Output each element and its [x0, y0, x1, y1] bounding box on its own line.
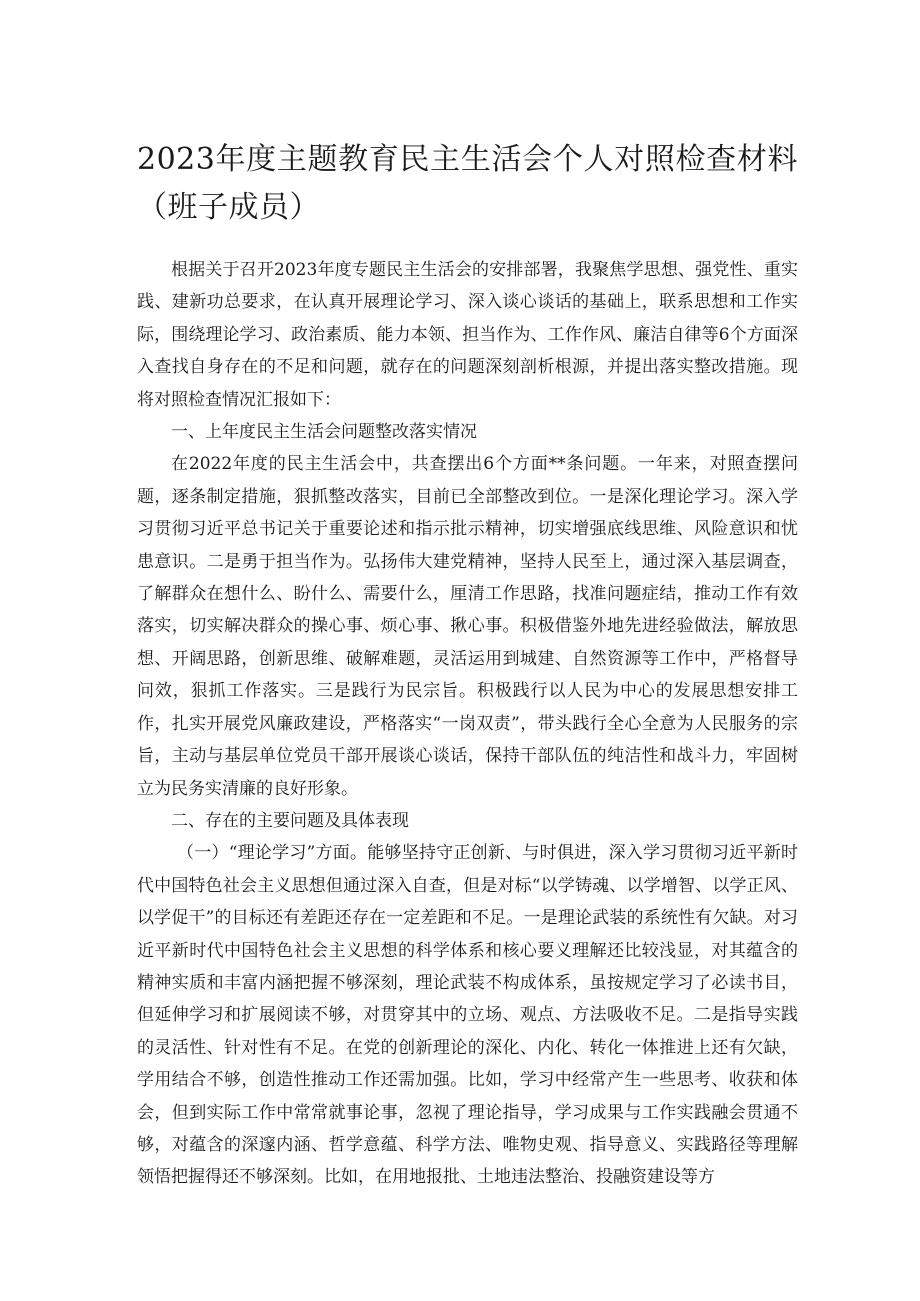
section-heading-1: 一、上年度民主生活会问题整改落实情况: [171, 422, 477, 443]
section-1-paragraph: 在2022年度的民主生活会中，共查摆出6个方面**条问题。一年来，对照查摆问题，逐条制定措施，狠抓整改落实，目前已全部整改到位。一是深化理论学习。深入学习贯彻习近平总书记关于重要论述和指示批示精神，切实增强底线思维、风险意识和忧患意识。二是勇于担当作为。弘扬伟大建党精神，坚持人民至上，通过深入基层调查，了解群众在想什么、盼什么、需要什么，厘清工作思路，找准问题症结，推动工作有效落实，切实解决群众的操心事、烦心事、揪心事。积极借鉴外地先进经验做法，解放思想、开阔思路，创新思维、破解难题，灵活运用到城建、自然资源等工作中，严格督导问效，狠抓工作落实。三是践行为民宗旨。积极践行以人民为中心的发展思想安排工作，扎实开展党风廉政建设，严格落实“一岗双责”，带头践行全心全意为人民服务的宗旨，主动与基层单位党员干部开展谈心谈话，保持干部队伍的纯洁性和战斗力，牢固树立为民务实清廉的良好形象。: [137, 454, 798, 799]
section-2-subsection-1-paragraph: （一）“理论学习”方面。能够坚持守正创新、与时俱进，深入学习贯彻习近平新时代中国特色社会主义思想但通过深入自查，但是对标“以学铸魂、以学增智、以学正风、以学促干”的目标还有差距还存在一定差距和不足。一是理论武装的系统性有欠缺。对习近平新时代中国特色社会主义思想的科学体系和核心要义理解还比较浅显，对其蕴含的精神实质和丰富内涵把握不够深刻，理论武装不构成体系，虽按规定学习了必读书目，但延伸学习和扩展阅读不够，对贯穿其中的立场、观点、方法吸收不足。二是指导实践的灵活性、针对性有不足。在党的创新理论的深化、内化、转化一体推进上还有欠缺，学用结合不够，创造性推动工作还需加强。比如，学习中经常产生一些思考、收获和体会，但到实际工作中常常就事论事，忽视了理论指导，学习成果与工作实践融会贯通不够，对蕴含的深邃内涵、哲学意蕴、科学方法、唯物史观、指导意义、实践路径等理解领悟把握得还不够深刻。比如，在用地报批、土地违法整治、投融资建设等方: [137, 843, 798, 1188]
section-heading-2: 二、存在的主要问题及具体表现: [171, 810, 409, 831]
intro-paragraph: 根据关于召开2023年度专题民主生活会的安排部署，我聚焦学思想、强党性、重实践、建新功总要求，在认真开展理论学习、深入谈心谈话的基础上，联系思想和工作实际，围绕理论学习、政治素质、能力本领、担当作为、工作作风、廉洁自律等6个方面深入查找自身存在的不足和问题，就存在的问题深刻剖析根源，并提出落实整改措施。现将对照检查情况汇报如下：: [137, 260, 798, 410]
document-title: 2023年度主题教育民主生活会个人对照检查材料（班子成员）: [137, 142, 798, 225]
